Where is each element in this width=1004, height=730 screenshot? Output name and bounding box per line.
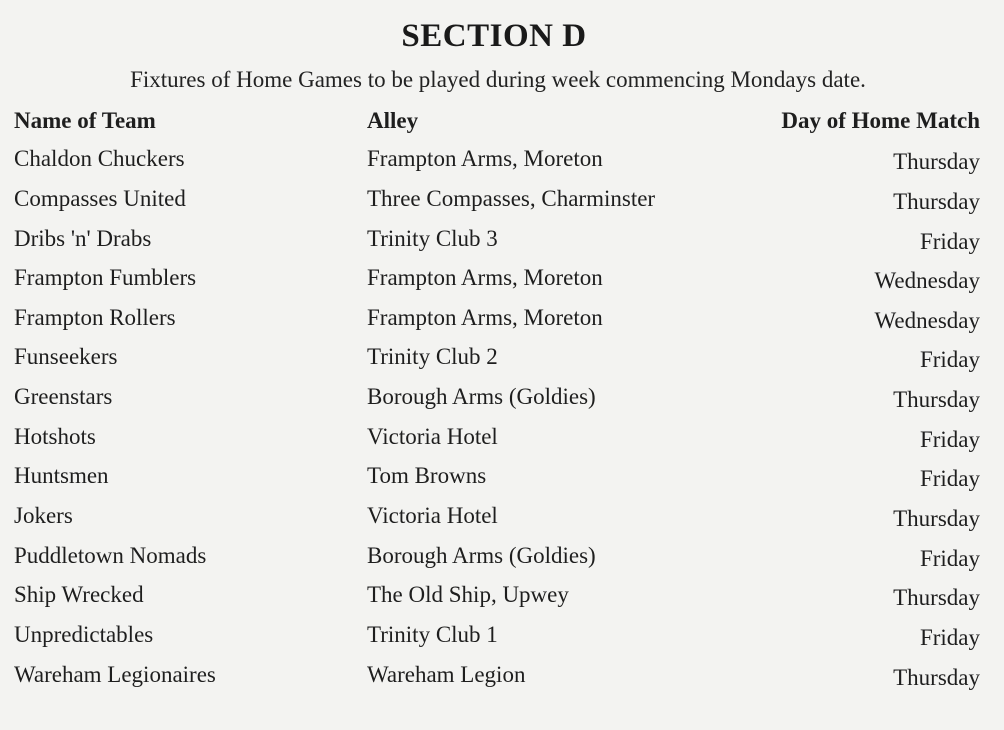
match-day: Thursday <box>893 665 980 690</box>
match-day: Friday <box>919 625 980 650</box>
team-name: Ship Wrecked <box>14 582 144 607</box>
header-team: Name of Team <box>14 108 156 133</box>
team-name: Unpredictables <box>14 622 154 647</box>
alley-name: Borough Arms (Goldies) <box>367 384 596 409</box>
team-name: Huntsmen <box>14 463 109 488</box>
table-row <box>0 539 1004 573</box>
table-row <box>0 380 1004 414</box>
team-name: Dribs 'n' Drabs <box>14 226 152 251</box>
table-row <box>0 499 1004 533</box>
match-day: Thursday <box>893 585 980 610</box>
alley-name: Frampton Arms, Moreton <box>367 305 603 330</box>
alley-name: Trinity Club 1 <box>367 622 498 647</box>
team-name: Frampton Fumblers <box>14 265 197 290</box>
alley-name: Three Compasses, Charminster <box>367 186 656 211</box>
team-name: Hotshots <box>14 424 96 449</box>
section-title: SECTION D <box>401 18 587 54</box>
table-header <box>0 104 1004 138</box>
team-name: Jokers <box>14 503 73 528</box>
table-row <box>0 261 1004 295</box>
team-name: Chaldon Chuckers <box>14 146 185 171</box>
alley-name: Trinity Club 2 <box>367 344 498 369</box>
table-row <box>0 340 1004 374</box>
match-day: Friday <box>919 466 980 491</box>
match-day: Thursday <box>893 387 980 412</box>
header-day: Day of Home Match <box>781 108 980 133</box>
table-row <box>0 578 1004 612</box>
alley-name: Trinity Club 3 <box>367 226 498 251</box>
team-name: Frampton Rollers <box>14 305 176 330</box>
alley-name: Frampton Arms, Moreton <box>367 265 603 290</box>
alley-name: Victoria Hotel <box>367 424 498 449</box>
table-row <box>0 142 1004 176</box>
alley-name: Borough Arms (Goldies) <box>367 543 596 568</box>
team-name: Wareham Legionaires <box>14 662 216 687</box>
match-day: Thursday <box>893 149 980 174</box>
table-row <box>0 459 1004 493</box>
header-alley: Alley <box>367 108 419 133</box>
table-row <box>0 222 1004 256</box>
alley-name: Wareham Legion <box>367 662 526 687</box>
match-day: Wednesday <box>874 308 980 333</box>
match-day: Friday <box>919 546 980 571</box>
table-row <box>0 182 1004 216</box>
match-day: Friday <box>919 427 980 452</box>
team-name: Puddletown Nomads <box>14 543 207 568</box>
table-row <box>0 618 1004 652</box>
table-row <box>0 658 1004 692</box>
team-name: Greenstars <box>14 384 113 409</box>
alley-name: Frampton Arms, Moreton <box>367 146 603 171</box>
team-name: Compasses United <box>14 186 186 211</box>
match-day: Thursday <box>893 189 980 214</box>
team-name: Funseekers <box>14 344 118 369</box>
section-subtitle: Fixtures of Home Games to be played during week commencing Mondays date. <box>130 67 866 92</box>
match-day: Friday <box>919 347 980 372</box>
alley-name: The Old Ship, Upwey <box>367 582 569 607</box>
match-day: Wednesday <box>874 268 980 293</box>
table-row <box>0 301 1004 335</box>
table-row <box>0 420 1004 454</box>
match-day: Thursday <box>893 506 980 531</box>
alley-name: Tom Browns <box>367 463 487 488</box>
match-day: Friday <box>919 229 980 254</box>
alley-name: Victoria Hotel <box>367 503 498 528</box>
